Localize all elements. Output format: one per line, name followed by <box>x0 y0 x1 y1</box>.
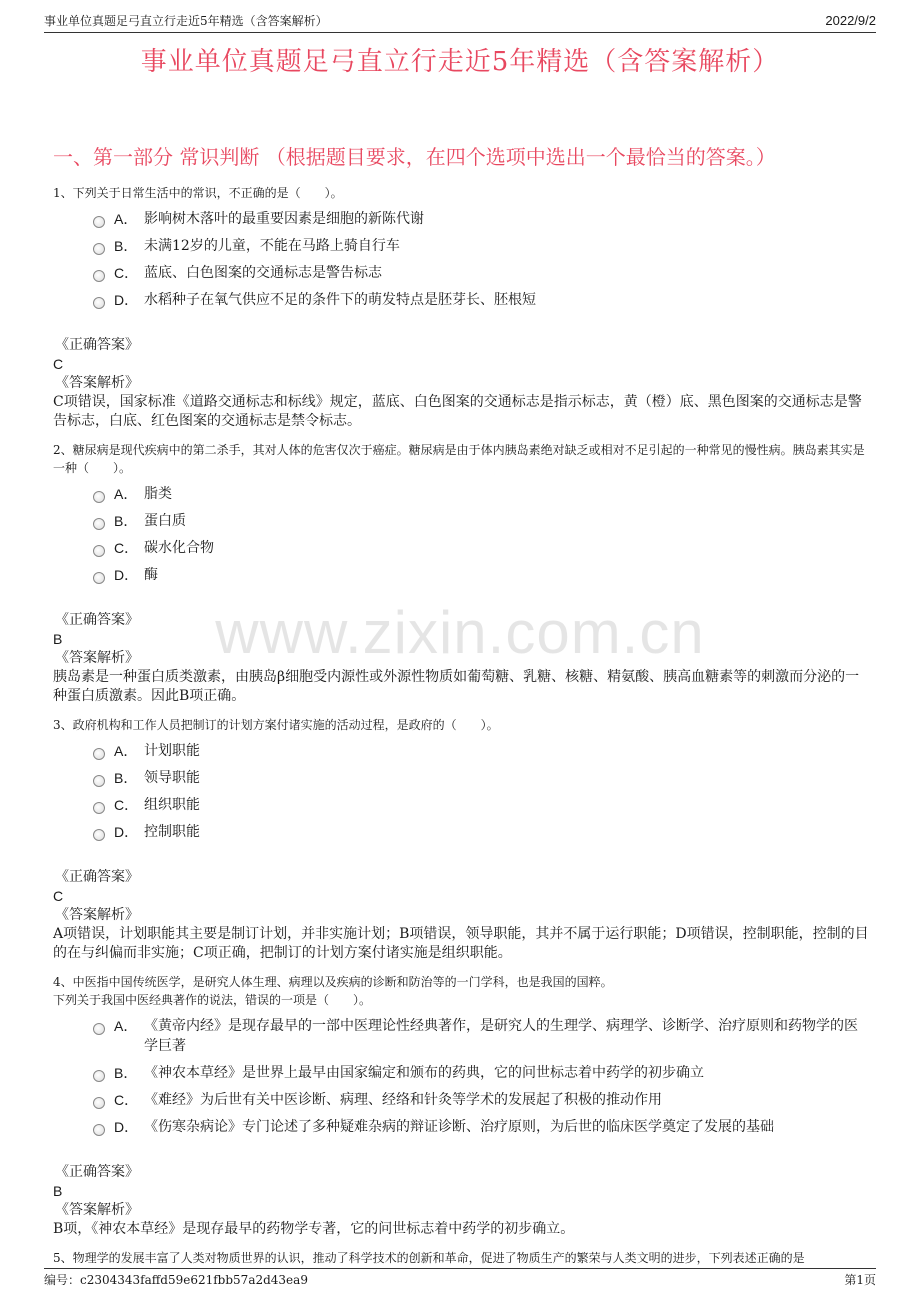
answer-label: 《正确答案》 <box>55 1164 139 1180</box>
answer-label: 《正确答案》 <box>55 612 139 628</box>
page-header <box>44 12 876 33</box>
option-letter: B． <box>114 513 138 529</box>
option-letter: C． <box>114 1092 139 1108</box>
option-list <box>53 1013 870 1141</box>
question-text-continued: 下列关于我国中医经典著作的说法，错误的一项是（ ）。 <box>53 993 372 1007</box>
radio-icon[interactable] <box>93 748 105 760</box>
option-letter: A． <box>114 1018 138 1034</box>
option-a[interactable] <box>93 481 870 508</box>
question-1 <box>53 184 870 431</box>
option-letter: C． <box>114 540 139 556</box>
analysis-label: 《答案解析》 <box>55 375 139 391</box>
option-letter: C． <box>114 797 139 813</box>
option-a[interactable] <box>93 206 870 233</box>
watermark-text: www.zixin.com.cn <box>215 599 705 666</box>
option-text: 脂类 <box>144 486 172 502</box>
answer-label: 《正确答案》 <box>55 337 139 353</box>
question-5 <box>53 1249 870 1267</box>
option-text: 影响树木落叶的最重要因素是细胞的新陈代谢 <box>144 211 424 227</box>
analysis-label: 《答案解析》 <box>55 907 139 923</box>
radio-icon[interactable] <box>93 775 105 787</box>
option-d[interactable] <box>93 1114 870 1141</box>
page-footer <box>44 1268 876 1289</box>
option-d[interactable] <box>93 562 870 589</box>
document-title: 事业单位真题足弓直立行走近5年精选（含答案解析） <box>140 47 780 77</box>
document-code: 编号：c2304343faffd59e621fbb57a2d43ea9 <box>44 1273 308 1287</box>
question-text: 2、糖尿病是现代疾病中的第二杀手，其对人体的危害仅次于癌症。糖尿病是由于体内胰岛素绝对缺乏或相对不足引起的一种常见的慢性病。胰岛素其实是一种（ ）。 <box>53 443 865 475</box>
option-b[interactable] <box>93 1060 870 1087</box>
option-b[interactable] <box>93 508 870 535</box>
question-text: 3、政府机构和工作人员把制订的计划方案付诸实施的活动过程，是政府的（ ）。 <box>53 718 499 732</box>
option-letter: D． <box>114 824 139 840</box>
option-list <box>53 481 870 589</box>
radio-icon[interactable] <box>93 829 105 841</box>
question-text: 1、下列关于日常生活中的常识，不正确的是（ ）。 <box>53 186 343 200</box>
option-d[interactable] <box>93 819 870 846</box>
answer-value: C <box>53 356 64 372</box>
option-letter: B． <box>114 238 138 254</box>
radio-icon[interactable] <box>93 491 105 503</box>
answer-value: B <box>53 1183 63 1199</box>
radio-icon[interactable] <box>93 1023 105 1035</box>
answer-explanation: B项，《神农本草经》是现存最早的药物学专著，它的问世标志着中药学的初步确立。 <box>53 1221 575 1237</box>
option-letter: C． <box>114 265 139 281</box>
question-3 <box>53 716 870 963</box>
option-c[interactable] <box>93 792 870 819</box>
option-text: 领导职能 <box>144 770 200 786</box>
answer-label: 《正确答案》 <box>55 869 139 885</box>
option-list <box>53 738 870 846</box>
header-title: 事业单位真题足弓直立行走近5年精选（含答案解析） <box>44 14 328 28</box>
option-letter: A． <box>114 486 138 502</box>
option-letter: A． <box>114 743 138 759</box>
option-a[interactable] <box>93 1013 870 1060</box>
option-text: 未满12岁的儿童，不能在马路上骑自行车 <box>144 238 400 254</box>
answer-block <box>53 336 870 431</box>
option-letter: D． <box>114 567 139 583</box>
answer-value: C <box>53 888 64 904</box>
option-text: 计划职能 <box>144 743 200 759</box>
analysis-label: 《答案解析》 <box>55 1202 139 1218</box>
option-letter: D． <box>114 1119 139 1135</box>
answer-block <box>53 611 870 706</box>
option-text: 《神农本草经》是世界上最早由国家编定和颁布的药典，它的问世标志着中药学的初步确立 <box>144 1065 704 1081</box>
option-letter: B． <box>114 1065 138 1081</box>
option-letter: D． <box>114 292 139 308</box>
radio-icon[interactable] <box>93 572 105 584</box>
radio-icon[interactable] <box>93 545 105 557</box>
answer-value: B <box>53 631 63 647</box>
option-letter: B． <box>114 770 138 786</box>
radio-icon[interactable] <box>93 1070 105 1082</box>
radio-icon[interactable] <box>93 270 105 282</box>
option-d[interactable] <box>93 287 870 314</box>
radio-icon[interactable] <box>93 802 105 814</box>
option-list <box>53 206 870 314</box>
radio-icon[interactable] <box>93 1097 105 1109</box>
option-text: 《难经》为后世有关中医诊断、病理、经络和针灸等学术的发展起了积极的推动作用 <box>144 1092 662 1108</box>
option-c[interactable] <box>93 535 870 562</box>
section-title: 一、第一部分 常识判断 （根据题目要求，在四个选项中选出一个最恰当的答案。） <box>53 145 776 169</box>
option-text: 控制职能 <box>144 824 200 840</box>
question-list <box>53 184 870 1267</box>
question-text: 4、中医指中国传统医学，是研究人体生理、病理以及疾病的诊断和防治等的一门学科，也是我国的国粹。 <box>53 975 613 989</box>
answer-block <box>53 1163 870 1239</box>
option-text: 《伤寒杂病论》专门论述了多种疑难杂病的辩证诊断、治疗原则，为后世的临床医学奠定了发展的基础 <box>144 1119 774 1135</box>
option-b[interactable] <box>93 233 870 260</box>
radio-icon[interactable] <box>93 1124 105 1136</box>
radio-icon[interactable] <box>93 297 105 309</box>
answer-explanation: A项错误，计划职能其主要是制订计划，并非实施计划；B项错误，领导职能，其并不属于运行职能；D项错误，控制职能，控制的目的在与纠偏而非实施；C项正确，把制订的计划方案付诸实施是组织职能。 <box>53 926 869 961</box>
question-4 <box>53 973 870 1239</box>
option-b[interactable] <box>93 765 870 792</box>
radio-icon[interactable] <box>93 243 105 255</box>
radio-icon[interactable] <box>93 216 105 228</box>
analysis-label: 《答案解析》 <box>55 650 139 666</box>
option-c[interactable] <box>93 260 870 287</box>
option-text: 蛋白质 <box>144 513 186 529</box>
answer-block <box>53 868 870 963</box>
option-text: 《黄帝内经》是现存最早的一部中医理论性经典著作，是研究人的生理学、病理学、诊断学、治疗原则和药物学的医学巨著 <box>144 1018 858 1054</box>
page-number: 第1页 <box>844 1273 876 1287</box>
question-2 <box>53 441 870 706</box>
option-text: 组织职能 <box>144 797 200 813</box>
answer-explanation: 胰岛素是一种蛋白质类激素，由胰岛β细胞受内源性或外源性物质如葡萄糖、乳糖、核糖、精氨酸、胰高血糖素等的刺激而分泌的一种蛋白质激素。因此B项正确。 <box>53 669 860 704</box>
option-c[interactable] <box>93 1087 870 1114</box>
option-text: 蓝底、白色图案的交通标志是警告标志 <box>144 265 382 281</box>
question-text: 5、物理学的发展丰富了人类对物质世界的认识，推动了科学技术的创新和革命，促进了物质生产的繁荣与人类文明的进步，下列表述正确的是 <box>53 1251 805 1265</box>
option-text: 酶 <box>144 567 158 583</box>
option-text: 水稻种子在氧气供应不足的条件下的萌发特点是胚芽长、胚根短 <box>144 292 536 308</box>
option-letter: A． <box>114 211 138 227</box>
option-a[interactable] <box>93 738 870 765</box>
radio-icon[interactable] <box>93 518 105 530</box>
option-text: 碳水化合物 <box>144 540 214 556</box>
answer-explanation: C项错误，国家标准《道路交通标志和标线》规定，蓝底、白色图案的交通标志是指示标志，黄（橙）底、黑色图案的交通标志是警告标志，白底、红色图案的交通标志是禁令标志。 <box>53 394 862 429</box>
header-date: 2022/9/2 <box>825 13 876 28</box>
